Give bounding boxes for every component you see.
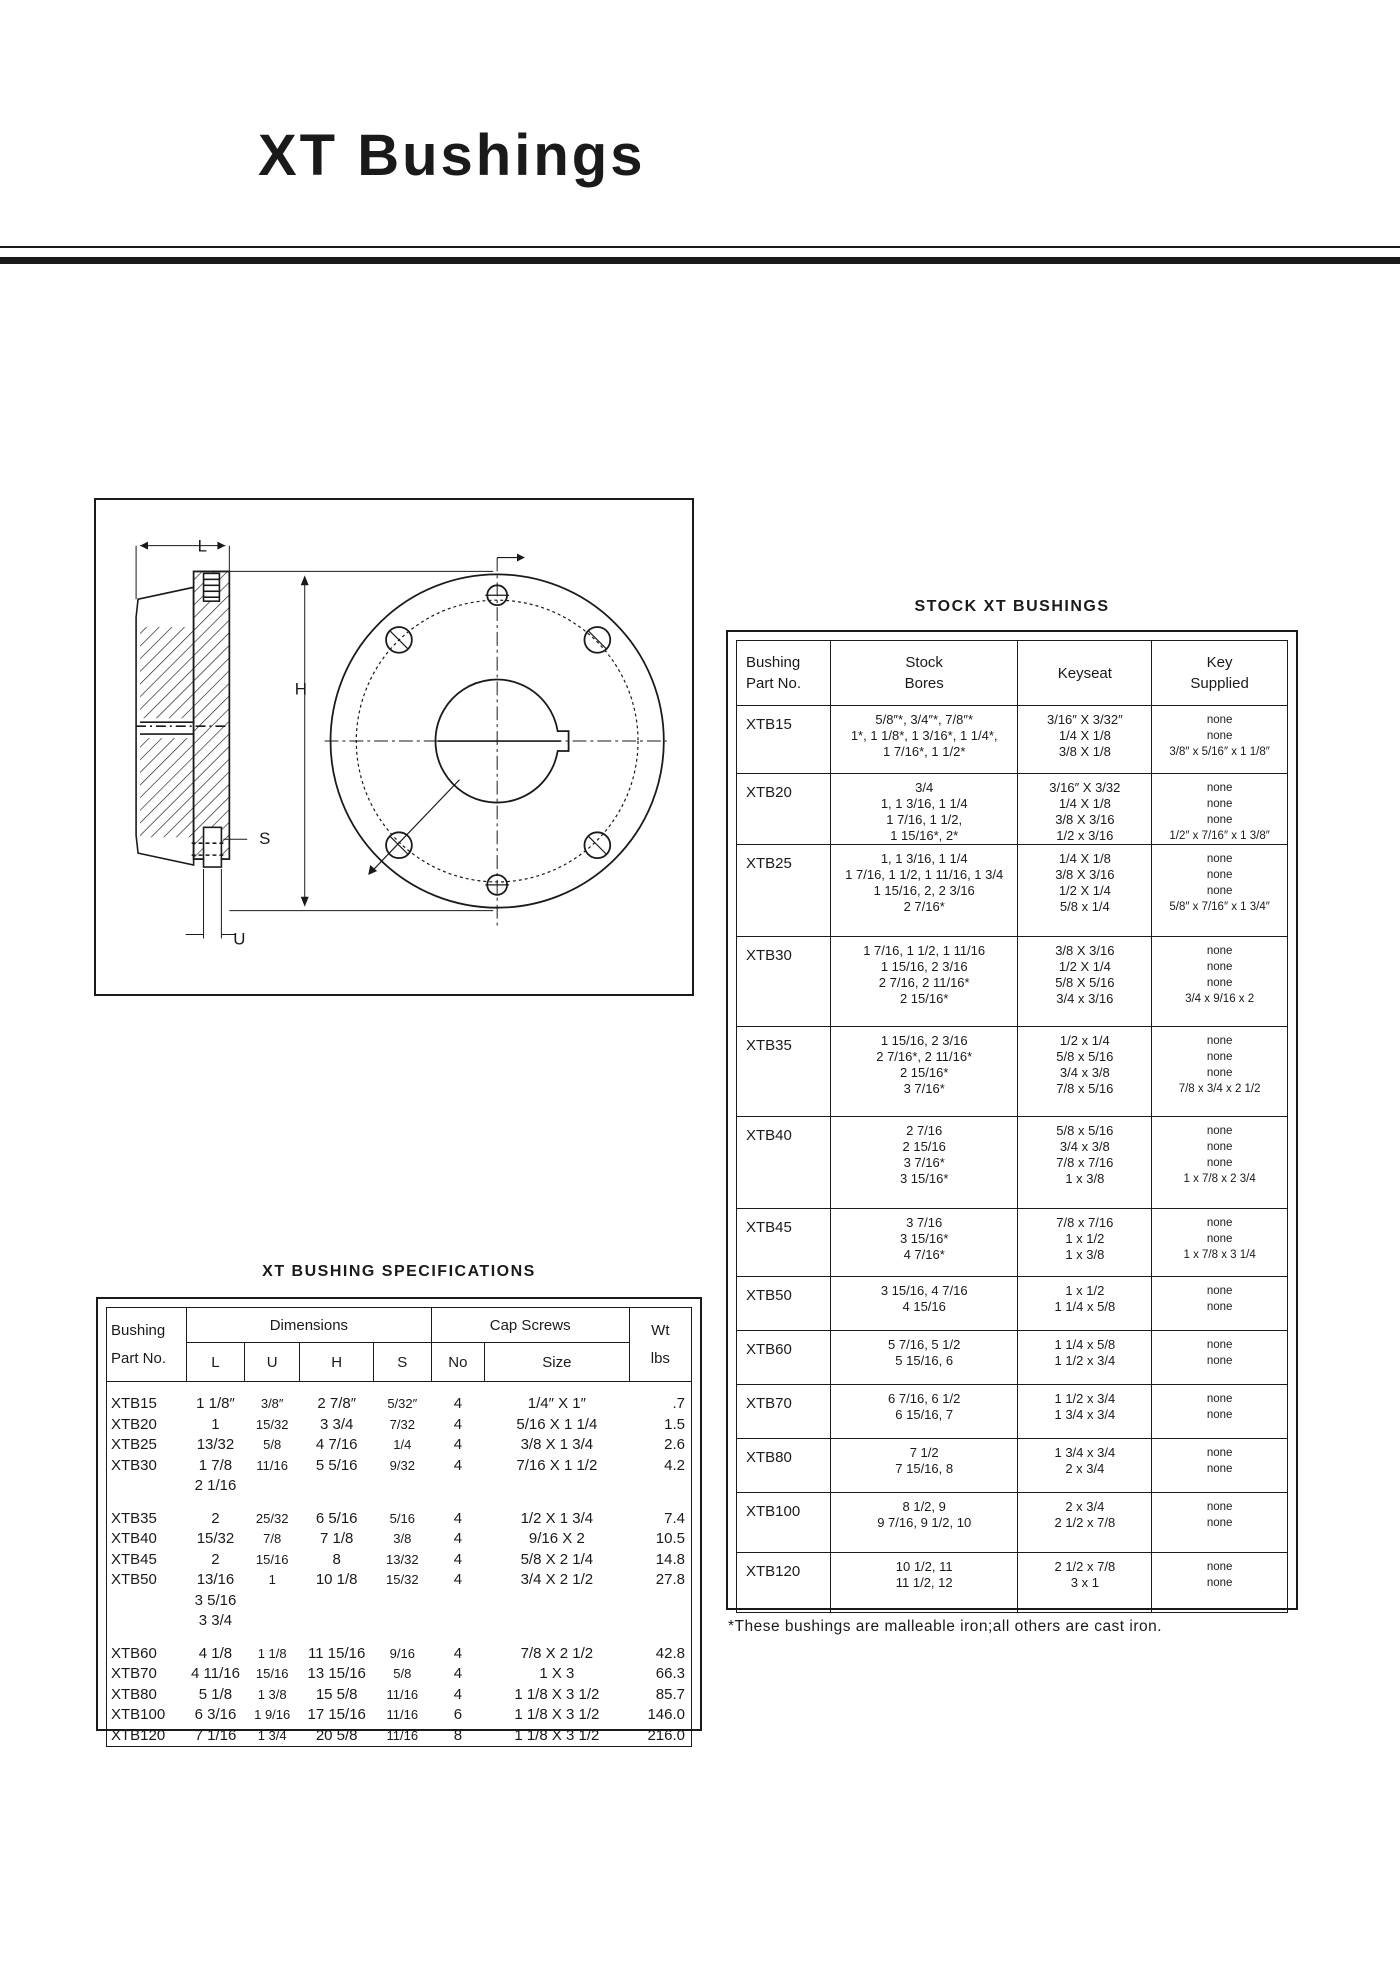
stock-row [737,1493,1288,1553]
header-rule-thin [0,246,1400,248]
stock-row [737,845,1288,937]
spec-part: XTB35 XTB40 XTB45 XTB50 [111,1509,157,1588]
page-title: XT Bushings [258,123,646,188]
stock-part: XTB60 [737,1331,831,1385]
stock-table-frame [726,630,1298,1610]
stock-header-part: Bushing Part No. [737,641,831,706]
stock-row [737,1027,1288,1117]
stock-key: none none none 1/2″ x 7/16″ x 1 3/8″ [1152,774,1288,845]
stock-bores: 6 7/16, 6 1/2 6 15/16, 7 [830,1385,1018,1439]
label-L: L [197,536,207,556]
stock-keyseat: 2 x 3/4 2 1/2 x 7/8 [1018,1493,1152,1553]
spec-table-frame [96,1297,702,1744]
spec-group-row [107,1497,692,1632]
stock-keyseat: 2 1/2 x 7/8 3 x 1 [1018,1553,1152,1613]
stock-bores: 3/4 1, 1 3/16, 1 1/4 1 7/16, 1 1/2, 1 15/16*, 2* [830,774,1018,845]
stock-key: none none none 7/8 x 3/4 x 2 1/2 [1152,1027,1288,1117]
stock-row [737,1553,1288,1613]
stock-keyseat: 3/8 X 3/16 1/2 X 1/4 5/8 X 5/16 3/4 x 3/16 [1018,937,1152,1027]
stock-keyseat: 1 1/2 x 3/4 1 3/4 x 3/4 [1018,1385,1152,1439]
stock-key: none none [1152,1385,1288,1439]
stock-part: XTB30 [737,937,831,1027]
stock-key: none none [1152,1553,1288,1613]
stock-keyseat: 1/2 x 1/4 5/8 x 5/16 3/4 x 3/8 7/8 x 5/16 [1018,1027,1152,1117]
stock-bores: 3 15/16, 4 7/16 4 15/16 [830,1277,1018,1331]
spec-part: XTB15 XTB20 XTB25 XTB30 [111,1395,157,1474]
stock-bores: 7 1/2 7 15/16, 8 [830,1439,1018,1493]
spec-S: 9/16 5/8 11/16 11/16 11/16 [386,1645,419,1743]
spec-header-S: S [373,1343,431,1382]
spec-U: 1 1/8 15/16 1 3/8 1 9/16 1 3/4 [254,1645,291,1743]
stock-bores: 5 7/16, 5 1/2 5 15/16, 6 [830,1331,1018,1385]
spec-Size: 1/2 X 1 3/4 9/16 X 2 5/8 X 2 1/4 3/4 X 2 1/2 [520,1509,594,1588]
stock-key: none none [1152,1277,1288,1331]
stock-key: none none 3/8″ x 5/16″ x 1 1/8″ [1152,706,1288,774]
spec-header-H: H [300,1343,373,1382]
spec-Wt: 42.8 66.3 85.7 146.0 216.0 [647,1644,685,1744]
spec-Wt: 7.4 10.5 14.8 27.8 [655,1509,685,1588]
stock-row [737,774,1288,845]
spec-caption: XT BUSHING SPECIFICATIONS [262,1263,536,1280]
stock-part: XTB70 [737,1385,831,1439]
stock-part: XTB20 [737,774,831,845]
spec-part: XTB60 XTB70 XTB80 XTB100 XTB120 [111,1644,166,1744]
stock-part: XTB100 [737,1493,831,1553]
spec-Size: 7/8 X 2 1/2 1 X 3 1 1/8 X 3 1/2 1 1/8 X 3 1/2 1 1/8 X 3 1/2 [514,1644,600,1744]
stock-bores: 2 7/16 2 15/16 3 7/16* 3 15/16* [830,1117,1018,1209]
stock-bores: 5/8″*, 3/4″*, 7/8″* 1*, 1 1/8*, 1 3/16*, 1 1/4*, 1 7/16*, 1 1/2* [830,706,1018,774]
stock-key: none none 1 x 7/8 x 3 1/4 [1152,1209,1288,1277]
stock-caption: STOCK XT BUSHINGS [914,598,1110,615]
stock-row [737,1439,1288,1493]
stock-key: none none [1152,1439,1288,1493]
label-H: H [294,679,307,699]
spec-U: 25/32 7/8 15/16 1 [255,1510,289,1587]
label-U: U [233,929,246,949]
bushing-drawing [94,498,694,996]
spec-header-cap-screws: Cap Screws [431,1308,629,1343]
spec-table [106,1307,692,1747]
stock-part: XTB25 [737,845,831,937]
stock-bores: 1 15/16, 2 3/16 2 7/16*, 2 11/16* 2 15/16* 3 7/16* [830,1027,1018,1117]
stock-bores: 10 1/2, 11 11 1/2, 12 [830,1553,1018,1613]
spec-No: 4 4 4 6 8 [453,1644,463,1744]
spec-H: 11 15/16 13 15/16 15 5/8 17 15/16 20 5/8 [307,1644,366,1744]
stock-row [737,1331,1288,1385]
stock-part: XTB80 [737,1439,831,1493]
spec-No: 4 4 4 4 [453,1395,463,1474]
stock-keyseat: 3/16″ X 3/32″ 1/4 X 1/8 3/8 X 1/8 [1018,706,1152,774]
bushing-drawing-svg [96,500,692,994]
spec-header-L: L [187,1343,245,1382]
stock-row [737,937,1288,1027]
spec-Size: 1/4″ X 1″ 5/16 X 1 1/4 3/8 X 1 3/4 7/16 X 1 1/2 [516,1395,598,1474]
stock-keyseat: 1 3/4 x 3/4 2 x 3/4 [1018,1439,1152,1493]
stock-keyseat: 3/16″ X 3/32 1/4 X 1/8 3/8 X 3/16 1/2 x 3/16 [1018,774,1152,845]
spec-Wt: .7 1.5 2.6 4.2 [664,1395,685,1474]
stock-bores: 1, 1 3/16, 1 1/4 1 7/16, 1 1/2, 1 11/16, 1 3/4 1 15/16, 2, 2 3/16 2 7/16* [830,845,1018,937]
stock-row [737,706,1288,774]
stock-keyseat: 7/8 x 7/16 1 x 1/2 1 x 3/8 [1018,1209,1152,1277]
stock-part: XTB40 [737,1117,831,1209]
spec-header-dimensions: Dimensions [187,1308,432,1343]
stock-key: none none none 3/4 x 9/16 x 2 [1152,937,1288,1027]
stock-part: XTB50 [737,1277,831,1331]
stock-bores: 8 1/2, 9 9 7/16, 9 1/2, 10 [830,1493,1018,1553]
spec-group-row [107,1632,692,1747]
spec-L: 1 1/8″ 1 13/32 1 7/8 2 1/16 [194,1395,237,1494]
spec-header-Size: Size [485,1343,630,1382]
stock-part: XTB15 [737,706,831,774]
footnote: *These bushings are malleable iron;all others are cast iron. [728,1618,1163,1635]
stock-keyseat: 1/4 X 1/8 3/8 X 3/16 1/2 X 1/4 5/8 x 1/4 [1018,845,1152,937]
stock-row [737,1277,1288,1331]
spec-header-part: Bushing Part No. [107,1308,187,1382]
stock-part: XTB45 [737,1209,831,1277]
header-rule-thick [0,257,1400,264]
stock-keyseat: 1 1/4 x 5/8 1 1/2 x 3/4 [1018,1331,1152,1385]
spec-H: 2 7/8″ 3 3/4 4 7/16 5 5/16 [315,1395,358,1474]
stock-bores: 3 7/16 3 15/16* 4 7/16* [830,1209,1018,1277]
stock-keyseat: 5/8 x 5/16 3/4 x 3/8 7/8 x 7/16 1 x 3/8 [1018,1117,1152,1209]
spec-U: 3/8″ 15/32 5/8 11/16 [255,1396,289,1473]
stock-header-keyseat: Keyseat [1018,641,1152,706]
spec-header-U: U [244,1343,300,1382]
stock-part: XTB120 [737,1553,831,1613]
spec-header-No: No [431,1343,484,1382]
stock-key: none none none 1 x 7/8 x 2 3/4 [1152,1117,1288,1209]
spec-group-row [107,1382,692,1497]
side-view [136,542,493,939]
stock-row [737,1117,1288,1209]
stock-header-key: Key Supplied [1152,641,1288,706]
spec-No: 4 4 4 4 [453,1509,463,1588]
stock-key: none none none 5/8″ x 7/16″ x 1 3/4″ [1152,845,1288,937]
stock-row [737,1385,1288,1439]
spec-H: 6 5/16 7 1/8 8 10 1/8 [315,1509,358,1588]
spec-L: 4 1/8 4 11/16 5 1/8 6 3/16 7 1/16 [191,1644,240,1744]
spec-L: 2 15/32 2 13/16 3 5/16 3 3/4 [194,1509,237,1629]
spec-header-wt: Wt lbs [629,1308,691,1382]
stock-bores: 1 7/16, 1 1/2, 1 11/16 1 15/16, 2 3/16 2 7/16, 2 11/16* 2 15/16* [830,937,1018,1027]
spec-S: 5/16 3/8 13/32 15/32 [386,1510,419,1587]
spec-S: 5/32″ 7/32 1/4 9/32 [387,1396,418,1473]
front-view [325,554,667,927]
stock-keyseat: 1 x 1/2 1 1/4 x 5/8 [1018,1277,1152,1331]
stock-part: XTB35 [737,1027,831,1117]
stock-header-bores: Stock Bores [830,641,1018,706]
stock-table [736,640,1288,1613]
stock-row [737,1209,1288,1277]
stock-key: none none [1152,1331,1288,1385]
stock-key: none none [1152,1493,1288,1553]
label-S: S [259,829,271,849]
